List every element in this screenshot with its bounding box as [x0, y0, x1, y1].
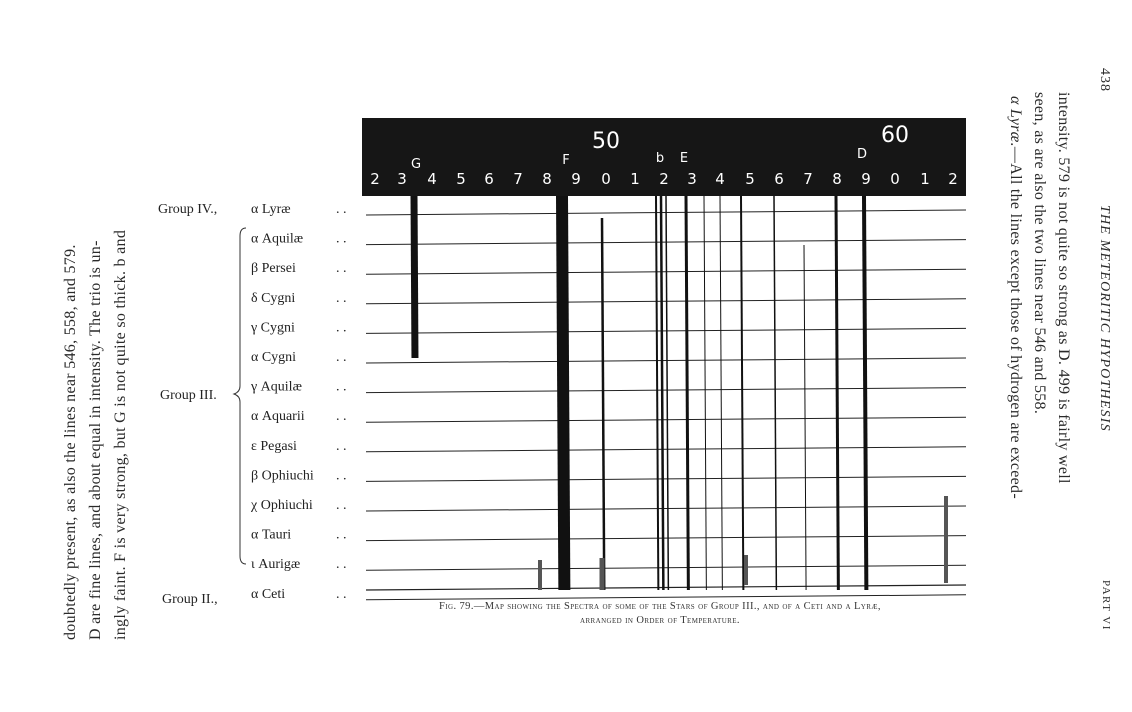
running-title: THE METEORITIC HYPOTHESIS [1097, 205, 1112, 432]
leader-dots: . . [336, 468, 347, 484]
scale-tick-label: 4 [427, 170, 437, 188]
caption-line-2: arranged in Order of Temperature. [580, 615, 740, 626]
line-letter-label: F [562, 153, 570, 168]
scale-tick-label: 5 [456, 170, 466, 188]
leader-dots: . . [336, 202, 347, 217]
spectral-line [562, 196, 564, 590]
star-label: α Tauri [251, 527, 292, 543]
leader-dots: . . [336, 379, 347, 395]
row-line [366, 506, 966, 511]
scale-tick-label: 7 [803, 170, 813, 188]
spectral-line [774, 196, 776, 590]
spectral-line [741, 196, 743, 590]
star-label: α Cygni [251, 350, 297, 365]
row-line [366, 565, 966, 570]
page-number: 438 [1097, 68, 1112, 92]
row-line [366, 417, 966, 422]
star-label: γ Aquilæ [251, 379, 302, 395]
scale-tick-label: 1 [920, 170, 930, 188]
scale-tick-label: 2 [948, 170, 958, 188]
scale-tick-label: 0 [890, 170, 900, 188]
leader-dots: . . [336, 586, 347, 602]
scale-tick-label: 0 [601, 170, 611, 188]
spectral-line [414, 196, 415, 358]
star-label: α Aquilæ [251, 231, 304, 247]
right-text-line-2: seen, as are also the two lines near 546 and 558. [1031, 92, 1048, 415]
scale-tick-label: 4 [715, 170, 725, 188]
leader-dots: . . [336, 261, 347, 277]
star-label: β Ophiuchi [251, 468, 314, 484]
row-line [366, 447, 966, 452]
star-label: ι Aurigæ [251, 557, 301, 573]
leader-dots: . . [336, 231, 347, 247]
star-labels [158, 202, 347, 607]
leader-dots: . . [336, 290, 347, 306]
star-label: α Ceti [251, 586, 286, 602]
right-text-line-3-rest: —All the lines except those of hydrogen are exceed- [1007, 146, 1024, 499]
scale-tick-label: 8 [832, 170, 842, 188]
star-label: δ Cygni [251, 290, 296, 306]
row-line [366, 536, 966, 541]
spectral-line [666, 196, 668, 590]
spectral-line [864, 196, 866, 590]
scale-tick-label: 7 [513, 170, 523, 188]
group-label: Group III. [160, 388, 217, 403]
leader-dots: . . [336, 498, 347, 513]
scale-tick-label: 6 [484, 170, 494, 188]
star-label: ε Pegasi [251, 438, 297, 454]
star-label: γ Cygni [251, 320, 295, 336]
scale-tick-label: 9 [861, 170, 871, 188]
leader-dots: . . [336, 527, 347, 543]
scale-tick-label: 1 [630, 170, 640, 188]
row-line [366, 388, 966, 393]
group-iii-brace [234, 228, 246, 564]
scale-tick-label: 2 [370, 170, 380, 188]
left-text-line-2: D are fine lines, and about equal in intensity. The trio is un- [87, 240, 104, 640]
left-text-line-3: doubtedly present, as also the lines near 546, 558, and 579. [62, 244, 79, 640]
figure-caption [230, 600, 1090, 628]
scale-major-label: 60 [881, 123, 909, 148]
group-label: Group II., [162, 591, 218, 607]
leader-dots: . . [336, 438, 347, 454]
row-line [366, 585, 966, 590]
star-label: α Aquarii [251, 409, 305, 425]
spectral-line [686, 196, 688, 590]
star-name-inline: α Lyræ. [1007, 96, 1024, 147]
scale-major-label: 50 [592, 129, 620, 154]
right-text-line-1: intensity. 579 is not quite so strong as D. 499 is fairly well [1055, 92, 1072, 484]
row-line [366, 328, 966, 333]
part-label: PART VI [1100, 580, 1112, 631]
leader-dots: . . [336, 557, 347, 573]
star-label: χ Ophiuchi [251, 498, 313, 513]
group-label: Group IV., [158, 202, 218, 217]
line-letter-label: G [410, 157, 422, 172]
spectral-line [661, 196, 663, 590]
line-letter-label: E [679, 151, 689, 166]
spectral-line [602, 218, 604, 590]
scale-tick-label: 5 [745, 170, 755, 188]
scale-tick-label: 2 [659, 170, 669, 188]
row-line [366, 358, 966, 363]
scale-tick-label: 3 [397, 170, 407, 188]
star-label: β Persei [251, 261, 296, 277]
row-line [366, 476, 966, 481]
spectral-lines [414, 196, 946, 590]
leader-dots: . . [336, 320, 347, 336]
leader-dots: . . [336, 409, 347, 425]
spectral-line [720, 196, 722, 590]
scale-tick-label: 9 [571, 170, 581, 188]
scale-tick-label: 3 [687, 170, 697, 188]
star-label: α Lyræ [251, 202, 291, 217]
spectral-line [836, 196, 838, 590]
spectral-line [804, 245, 806, 590]
line-letter-label: b [655, 151, 665, 166]
left-text-line-1: ingly faint. F is very strong, but G is not quite so thick. b and [112, 229, 129, 640]
line-letter-label: D [856, 147, 868, 162]
caption-line-1: Fig. 79.—Map showing the Spectra of some of the Stars of Group III., and of α Ceti and α Lyræ, [439, 601, 881, 612]
scale-tick-label: 8 [542, 170, 552, 188]
leader-dots: . . [336, 350, 347, 365]
spectral-line [656, 196, 658, 590]
scale-tick-label: 6 [774, 170, 784, 188]
spectral-line [704, 196, 706, 590]
